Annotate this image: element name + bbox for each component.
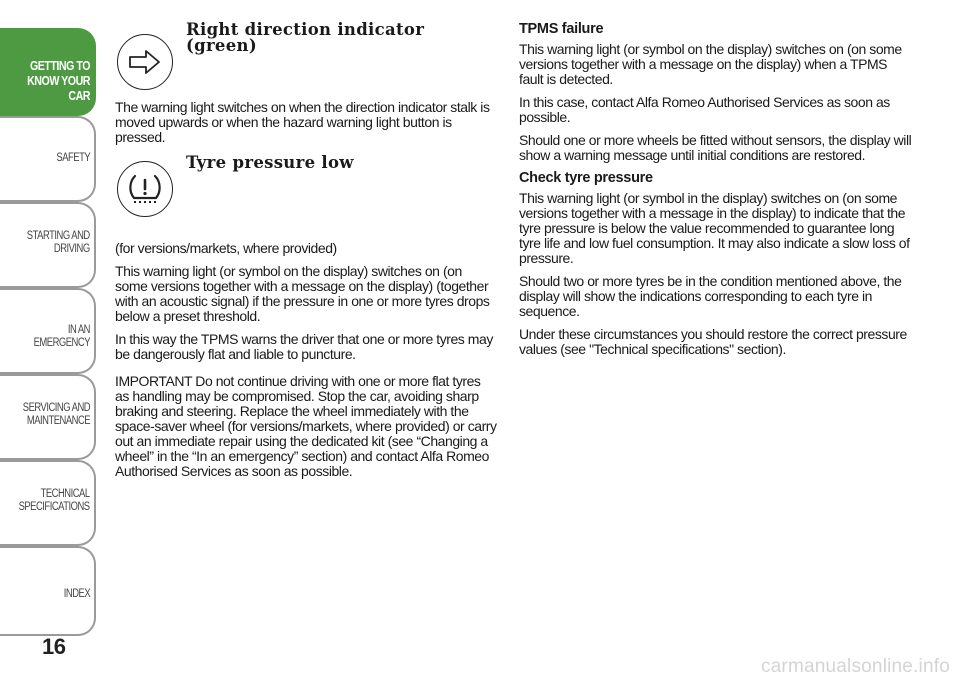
tab-safety[interactable] <box>0 116 96 202</box>
check-pressure-paragraph: This warning light (or symbol in the display) switches on (on some versions together with a message in the display) to indicate that the tyre pressure is below the value recommended to guarantee long tyre life and low fuel consumption. It may also indicate a slow loss of pressure. <box>519 190 910 266</box>
tab-index[interactable] <box>0 546 96 636</box>
tyre-pressure-icon <box>117 161 173 217</box>
tab-label: GETTING TO KNOW YOUR CAR <box>27 58 90 103</box>
tab-getting-to-know-your-car[interactable] <box>0 28 96 116</box>
check-pressure-heading: Check tyre pressure <box>519 170 653 186</box>
tab-label: TECHNICAL SPECIFICATIONS <box>18 488 90 513</box>
tab-servicing-and-maintenance[interactable] <box>0 374 96 460</box>
tpms-failure-paragraph: In this case, contact Alfa Romeo Authorised Services as soon as possible. <box>519 94 890 125</box>
important-notice: IMPORTANT Do not continue driving with one or more flat tyres as handling may be compromised. Stop the car, avoiding sharp braking and steering. Replace the wheel immediately with the space-saver wheel (for versions/markets, where provided) or carry out an immediate repair using the dedicated kit (see “Changing a wheel” in the “In an emergency” section) and contact Alfa Romeo Authorised Services as soon as possible. <box>115 373 497 479</box>
tab-label: SAFETY <box>56 152 90 164</box>
tpms-failure-heading: TPMS failure <box>519 21 604 37</box>
tyre-low-paragraph: In this way the TPMS warns the driver that one or more tyres may be dangerously flat and liable to puncture. <box>115 331 493 362</box>
page-number: 16 <box>42 634 66 659</box>
tpms-failure-paragraph: This warning light (or symbol on the display) switches on (on some versions together with a message on the display) when a TPMS fault is detected. <box>519 41 902 87</box>
tab-in-an-emergency[interactable] <box>0 288 96 374</box>
tyre-low-header <box>115 153 497 241</box>
right-indicator-text: The warning light switches on when the direction indicator stalk is moved upwards or when the hazard warning light button is pressed. <box>115 99 490 145</box>
tab-starting-and-driving[interactable] <box>0 202 96 288</box>
tab-technical-specifications[interactable] <box>0 460 96 546</box>
left-column <box>115 18 497 487</box>
check-pressure-paragraph: Should two or more tyres be in the condition mentioned above, the display will show the indications corresponding to each tyre in sequence. <box>519 273 902 319</box>
right-indicator-header <box>115 18 497 100</box>
right-column <box>519 20 914 365</box>
tab-label: STARTING AND DRIVING <box>27 230 90 255</box>
check-pressure-paragraph: Under these circumstances you should restore the correct pressure values (see "Technical specifications" section). <box>519 326 907 357</box>
tpms-failure-paragraph: Should one or more wheels be fitted without sensors, the display will show a warning message until initial conditions are restored. <box>519 132 912 163</box>
tab-label: INDEX <box>63 588 90 600</box>
tyre-low-paragraph: (for versions/markets, where provided) <box>115 240 337 256</box>
tyre-low-title: Tyre pressure low <box>186 153 354 172</box>
tab-label: IN AN EMERGENCY <box>33 324 90 349</box>
watermark: carmanualsonline.info <box>760 656 950 677</box>
tyre-low-paragraph: This warning light (or symbol on the display) switches on (on some versions together with a message on the display) (together with an acoustic signal) if the pressure in one or more tyres drops below a preset threshold. <box>115 263 490 324</box>
right-indicator-title: Right direction indicator (green) <box>186 20 425 55</box>
right-arrow-icon <box>117 34 173 90</box>
tab-label: SERVICING AND MAINTENANCE <box>22 402 91 427</box>
